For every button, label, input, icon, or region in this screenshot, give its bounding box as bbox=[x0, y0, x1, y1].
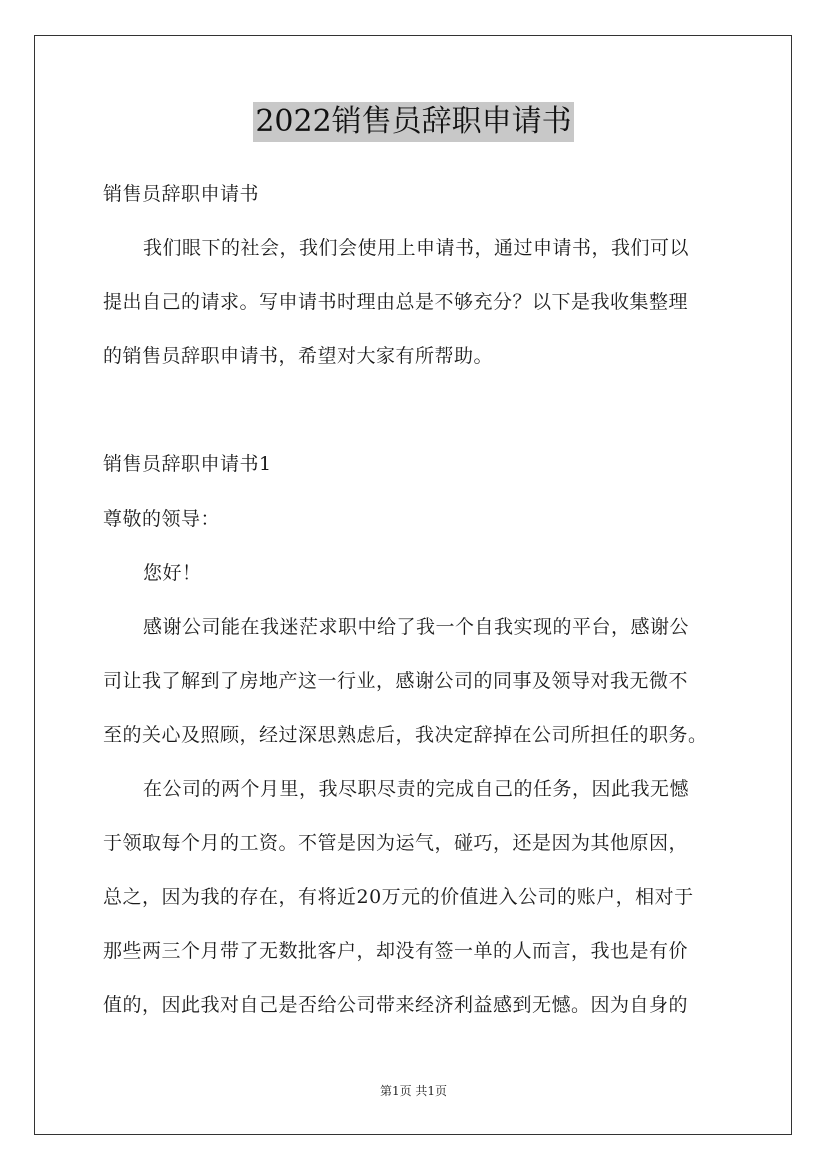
intro-line-2: 提出自己的请求。写申请书时理由总是不够充分？以下是我收集整理 bbox=[103, 291, 689, 313]
body-line-1: 感谢公司能在我迷茫求职中给了我一个自我实现的平台，感谢公 bbox=[143, 616, 690, 638]
intro-line-1: 我们眼下的社会，我们会使用上申请书，通过申请书，我们可以 bbox=[143, 237, 690, 259]
body-line-7: 那些两三个月带了无数批客户，却没有签一单的人而言，我也是有价 bbox=[103, 940, 689, 962]
body-line-6: 总之，因为我的存在，有将近20万元的价值进入公司的账户，相对于 bbox=[103, 886, 694, 908]
intro-line-3: 的销售员辞职申请书，希望对大家有所帮助。 bbox=[103, 345, 494, 367]
section-heading: 销售员辞职申请书1 bbox=[103, 453, 272, 475]
salutation: 尊敬的领导： bbox=[103, 508, 221, 530]
body-line-3: 至的关心及照顾，经过深思熟虑后，我决定辞掉在公司所担任的职务。 bbox=[103, 724, 708, 746]
page-footer: 第1页 共1页 bbox=[379, 1084, 448, 1098]
body-line-5: 于领取每个月的工资。不管是因为运气，碰巧，还是因为其他原因， bbox=[103, 832, 689, 854]
subtitle: 销售员辞职申请书 bbox=[103, 183, 260, 205]
body-line-8: 值的，因此我对自己是否给公司带来经济利益感到无憾。因为自身的 bbox=[103, 994, 689, 1016]
document-title: 2022销售员辞职申请书 bbox=[253, 102, 573, 142]
greeting: 您好！ bbox=[143, 562, 202, 584]
body-line-2: 司让我了解到了房地产这一行业，感谢公司的同事及领导对我无微不 bbox=[103, 670, 689, 692]
body-line-4: 在公司的两个月里，我尽职尽责的完成自己的任务，因此我无憾 bbox=[143, 778, 690, 800]
document-title-container bbox=[0, 102, 827, 142]
